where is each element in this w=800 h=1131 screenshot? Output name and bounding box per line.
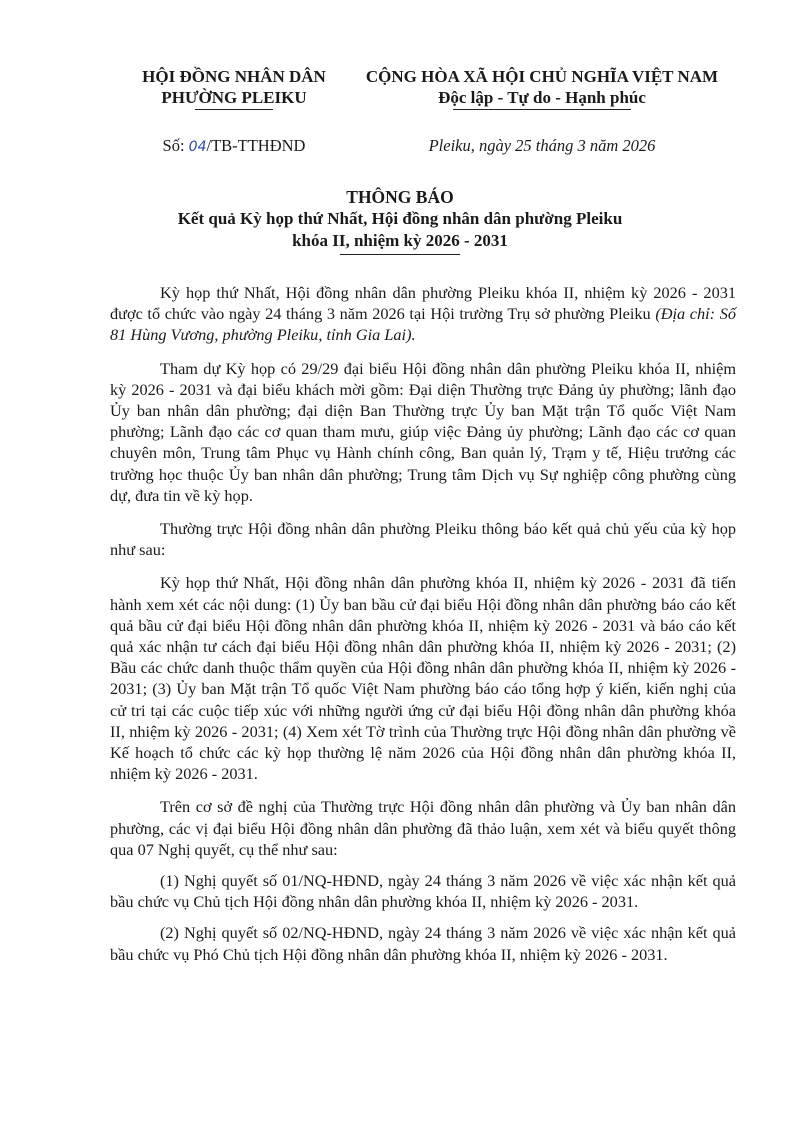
title-line1: Kết quả Kỳ họp thứ Nhất, Hội đồng nhân dân phường Pleiku xyxy=(177,209,623,228)
paragraph-6: (1) Nghị quyết số 01/NQ-HĐND, ngày 24 tháng 3 năm 2026 về việc xác nhận kết quả bầu chức vụ Chủ tịch Hội đồng nhân dân phường khóa II, nhiệm kỳ 2026 - 2031. xyxy=(110,871,736,912)
council-name-line1: HỘI ĐỒNG NHÂN DÂN xyxy=(142,67,326,86)
title-line2: khóa II, nhiệm kỳ 2026 - 2031 xyxy=(292,231,508,250)
council-name-line2: PHƯỜNG PLEIKU xyxy=(161,88,307,107)
paragraph-4: Kỳ họp thứ Nhất, Hội đồng nhân dân phường khóa II, nhiệm kỳ 2026 - 2031 đã tiến hành xem xét các nội dung: (1) Ủy ban bầu cử đại biểu Hội đồng nhân dân phường báo cáo kết quả bầu cử đại biểu Hội đồng nhân dân phường khóa II, nhiệm kỳ 2026 - 2031 và báo cáo kết quả xác nhận tư cách đại biểu Hội đồng nhân dân phường khóa II, nhiệm kỳ 2026 - 2031; (2) Bầu các chức danh thuộc thẩm quyền của Hội đồng nhân dân phường khóa II, nhiệm kỳ 2026 - 2031; (3) Ủy ban Mặt trận Tổ quốc Việt Nam phường báo cáo tổng hợp ý kiến, kiến nghị của cử tri tại các cuộc tiếp xúc với những người ứng cử đại biểu Hội đồng nhân dân phường khóa II, nhiệm kỳ 2026 - 2031; (4) Xem xét Tờ trình của Thường trực Hội đồng nhân dân phường về Kế hoạch tổ chức các kỳ họp thường lệ năm 2026 của Hội đồng nhân dân phường khóa II, nhiệm kỳ 2026 - 2031. xyxy=(110,573,736,784)
issuing-authority xyxy=(118,66,350,110)
title-underline xyxy=(340,254,460,255)
nation-title: CỘNG HÒA XÃ HỘI CHỦ NGHĨA VIỆT NAM xyxy=(365,67,719,86)
paragraph-7: (2) Nghị quyết số 02/NQ-HĐND, ngày 24 tháng 3 năm 2026 về việc xác nhận kết quả bầu chức vụ Phó Chủ tịch Hội đồng nhân dân phường khóa II, nhiệm kỳ 2026 - 2031. xyxy=(110,923,736,964)
p1-main: Kỳ họp thứ Nhất, Hội đồng nhân dân phường Pleiku khóa II, nhiệm kỳ 2026 - 2031 được tổ chức vào ngày 24 tháng 3 năm 2026 tại Hội trường Trụ sở phường Pleiku xyxy=(110,283,736,324)
paragraph-1 xyxy=(110,282,736,346)
paragraph-3: Thường trực Hội đồng nhân dân phường Pleiku thông báo kết quả chủ yếu của kỳ họp như sau: xyxy=(110,519,736,560)
authority-underline xyxy=(195,109,273,110)
national-motto xyxy=(358,66,726,110)
motto-underline xyxy=(453,109,631,110)
p1-address: (Địa chỉ: Số 81 Hùng Vương, phường Pleiku, tỉnh Gia Lai). xyxy=(110,304,736,345)
nation-motto: Độc lập - Tự do - Hạnh phúc xyxy=(438,88,646,107)
document-body xyxy=(110,282,736,975)
document-title xyxy=(90,186,710,255)
doc-type: THÔNG BÁO xyxy=(346,187,454,207)
paragraph-5: Trên cơ sở đề nghị của Thường trực Hội đồng nhân dân phường và Ủy ban nhân dân phường, các vị đại biểu Hội đồng nhân dân phường đã thảo luận, xem xét và biểu quyết thông qua 07 Nghị quyết, cụ thể như sau: xyxy=(110,797,736,859)
paragraph-2: Tham dự Kỳ họp có 29/29 đại biểu Hội đồng nhân dân phường Pleiku khóa II, nhiệm kỳ 2026 - 2031 và đại biểu khách mời gồm: Đại diện Thường trực Đảng ủy phường; lãnh đạo Ủy ban nhân dân phường; đại diện Ban Thường trực Ủy ban Mặt trận Tổ quốc Việt Nam phường; Lãnh đạo các cơ quan tham mưu, giúp việc Đảng ủy phường; Lãnh đạo các cơ quan chuyên môn, Trung tâm Phục vụ Hành chính công, Ban quản lý, Trạm y tế, Hiệu trưởng các trường học thuộc Ủy ban nhân dân phường; Trung tâm Dịch vụ Sự nghiệp công phường cùng dự, đưa tin về kỳ họp. xyxy=(110,358,736,505)
document-number xyxy=(118,136,350,156)
document-date: Pleiku, ngày 25 tháng 3 năm 2026 xyxy=(428,136,656,155)
number-suffix: /TB-TTHĐND xyxy=(206,136,306,155)
number-prefix: Số: xyxy=(162,136,189,155)
number-handwritten: 04 xyxy=(188,139,207,155)
